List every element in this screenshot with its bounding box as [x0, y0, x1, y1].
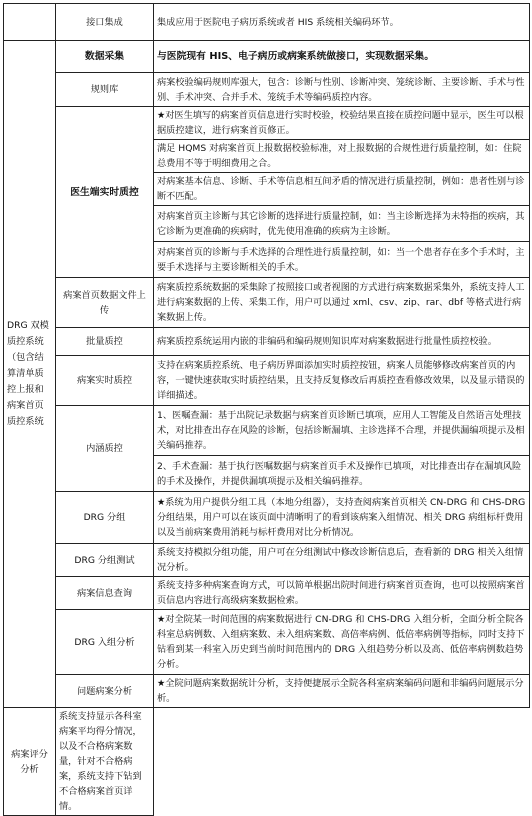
- table-row: [4, 328, 530, 356]
- system-group-label: DRG 双模质控系统（包含结算清单质控上报和病案首页质控系统: [4, 41, 56, 708]
- table-row: [4, 278, 530, 328]
- feature-cell: 医生端实时质控: [56, 107, 154, 278]
- description-cell: ★全院问题病案数据统计分析，支持便捷展示全院各科室病案编码问题和非编码问题展示分析。: [154, 675, 530, 708]
- table-row: [4, 610, 530, 675]
- feature-cell: 数据采集: [56, 41, 154, 73]
- description-cell: 对病案首页主诊断与其它诊断的选择进行质量控制，如：当主诊断选择为未特指的疾病，其它诊断为更准确的疾病时，优先使用准确的疾病为主诊断。: [154, 206, 530, 242]
- feature-cell: DRG 分组测试: [56, 544, 154, 577]
- feature-cell: DRG 分组: [56, 492, 154, 544]
- description-cell: 病案质控系统运用内嵌的非编码和编码规则知识库对病案数据进行批量性质控校验。: [154, 328, 530, 356]
- table-row: [4, 544, 530, 577]
- description-cell: 2、手术查漏：基于执行医嘱数据与病案首页手术及操作已填项，对比排查出存在漏填风险的手术及操作，并提供漏填项提示及相关编码推荐。: [154, 456, 530, 492]
- description-cell: 集成应用于医院电子病历系统或者 HIS 系统相关编码环节。: [154, 4, 530, 41]
- description-cell: 对病案首页的诊断与手术选择的合理性进行质量控制，如：当一个患者存在多个手术时，主要手术选择与主要诊断相关的手术。: [154, 242, 530, 278]
- table-row: [4, 107, 530, 140]
- description-cell: 支持在病案质控系统、电子病历界面添加实时质控按钮，病案人员能够修改病案首页的内容，一键快速获取实时质控结果，且支持反复修改后再质控查看修改效果，以及显示错误的详细描述。: [154, 356, 530, 406]
- table-row: [4, 4, 530, 41]
- description-cell: ★对全院某一时间范围的病案数据进行 CN-DRG 和 CHS-DRG 入组分析，全面分析全院各科室总病例数、入组病案数、未入组病案数、高倍率病例、低倍率病例等指标，同时支持下钻看到某一科室入历史到当前时间范围内的 DRG 入组趋势分析以及高、低倍率病例数趋势分析。: [154, 610, 530, 675]
- table-row: [4, 41, 530, 73]
- table-row: [4, 356, 530, 406]
- description-cell: 1、医嘱查漏：基于出院记录数据与病案首页诊断已填项，应用人工智能及自然语言处理技术，对比排查出存在风险的诊断，包括诊断漏填、主诊选择不合理，并提供漏编项提示及相关编码推荐。: [154, 406, 530, 456]
- feature-cell: 问题病案分析: [56, 675, 154, 708]
- description-cell: 病案校验编码规则库强大，包含：诊断与性别、诊断冲突、笼统诊断、主要诊断、手术与性别、手术冲突、合并手术、笼统手术等编码质控内容。: [154, 73, 530, 107]
- table-row: [4, 675, 530, 708]
- table-row: [4, 73, 530, 107]
- description-cell: ★系统为用户提供分组工具（本地分组器），支持查阅病案首页相关 CN-DRG 和 CHS-DRG 分组结果，用户可以在该页面中清晰明了的看到该病案入组情况、相关 DRG 病组标杆费用以及当前病案费用消耗与标杆费用对比分析情况。: [154, 492, 530, 544]
- table-row: [4, 406, 530, 456]
- description-cell: ★对医生填写的病案首页信息进行实时校验，校验结果直接在质控问题中显示，医生可以根据质控建议，进行病案首页修正。: [154, 107, 530, 140]
- description-cell: 对病案基本信息、诊断、手术等信息相互间矛盾的情况进行质量控制，例如：患者性别与诊断不匹配。: [154, 173, 530, 206]
- feature-cell: 病案评分分析: [4, 708, 56, 816]
- empty-cell: [4, 4, 56, 41]
- feature-cell: 规则库: [56, 73, 154, 107]
- feature-cell: 病案实时质控: [56, 356, 154, 406]
- spec-table: [3, 3, 530, 816]
- description-cell: 系统支持模拟分组功能，用户可在分组测试中修改诊断信息后，查看新的 DRG 相关入组情况分析。: [154, 544, 530, 577]
- description-cell: 病案质控系统数据的采集除了按照接口或者视图的方式进行病案数据采集外，系统支持人工进行病案数据的上传、采集工作，用户可以通过 xml、csv、zip、rar、dbf 等格式进行病案数据上传。: [154, 278, 530, 328]
- description-cell: 系统支持显示各科室病案平均得分情况，以及不合格病案数量，针对不合格病案，系统支持下钻到不合格病案首页详情。: [56, 708, 154, 816]
- table-row: [4, 492, 530, 544]
- feature-cell: 病案首页数据文件上传: [56, 278, 154, 328]
- feature-cell: 病案信息查询: [56, 577, 154, 610]
- table-row: [4, 577, 530, 610]
- description-cell: 与医院现有 HIS、电子病历或病案系统做接口，实现数据采集。: [154, 41, 530, 73]
- table-row: [4, 708, 530, 816]
- description-cell: 满足 HQMS 对病案首页上报数据校验标准，对上报数据的合规性进行质量控制，如：住院总费用不等于明细费用之合。: [154, 140, 530, 173]
- feature-cell: 接口集成: [56, 4, 154, 41]
- feature-cell: 批量质控: [56, 328, 154, 356]
- feature-cell: 内涵质控: [56, 406, 154, 492]
- description-cell: 系统支持多种病案查询方式，可以简单根据出院时间进行病案首页查询，也可以按照病案首页信息内容进行高级病案数据检索。: [154, 577, 530, 610]
- feature-cell: DRG 入组分析: [56, 610, 154, 675]
